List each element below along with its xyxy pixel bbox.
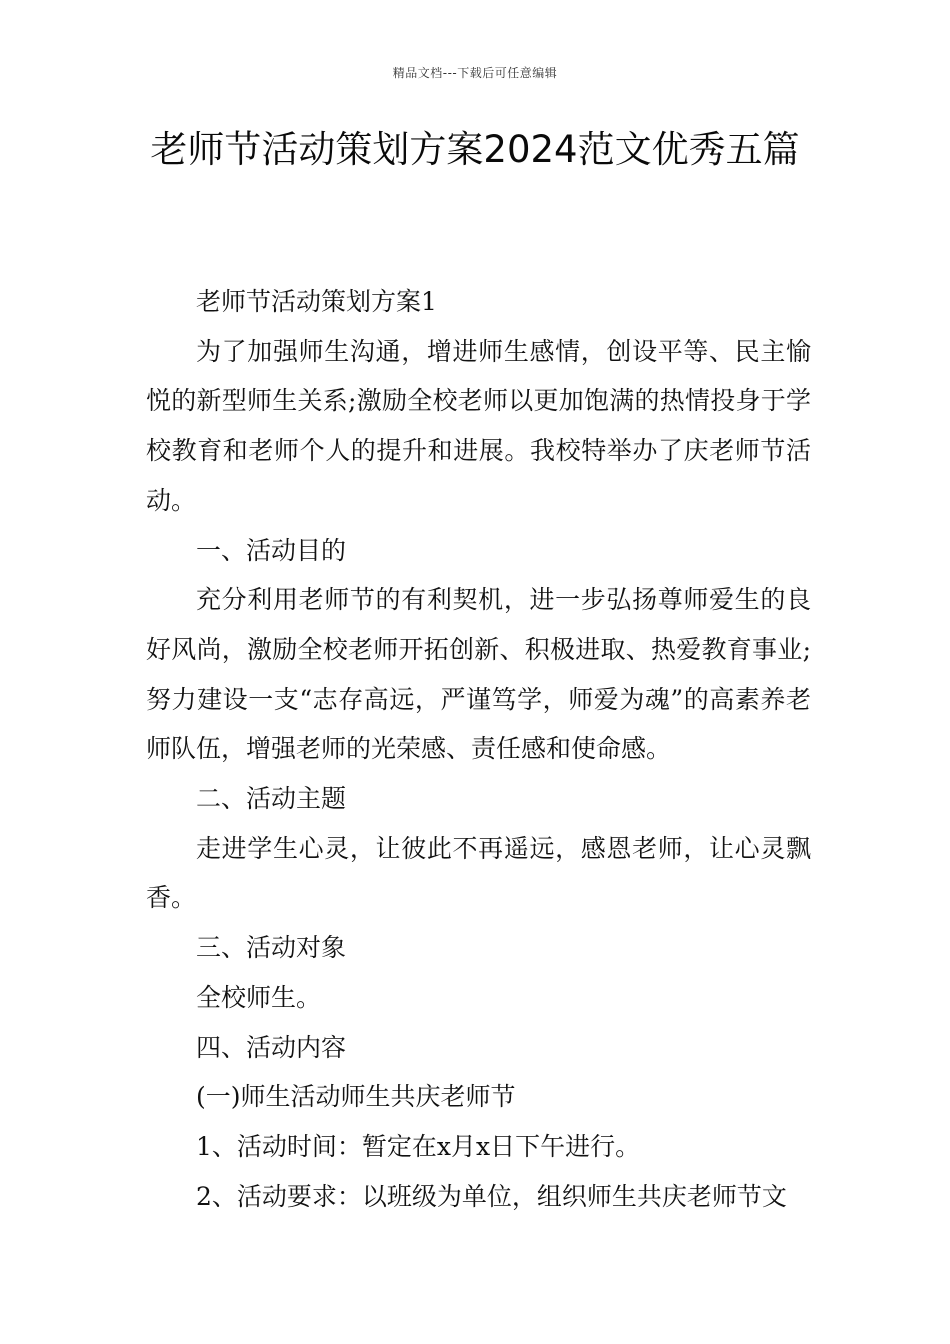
purpose-paragraph: 充分利用老师节的有利契机，进一步弘扬尊师爱生的良好风尚，激励全校老师开拓创新、积极进取、热爱教育事业;努力建设一支“志存高远，严谨笃学，师爱为魂”的高素养老师队伍，增强老师的光荣感、责任感和使命感。 xyxy=(146,585,811,764)
section-heading-purpose: 一、活动目的 xyxy=(196,535,347,565)
subsection-heading-activity-1: (一)师生活动师生共庆老师节 xyxy=(196,1082,516,1112)
intro-paragraph: 为了加强师生沟通，增进师生感情，创设平等、民主愉悦的新型师生关系;激励全校老师以更加饱满的热情投身于学校教育和老师个人的提升和进展。我校特举办了庆老师节活动。 xyxy=(146,336,811,515)
list-item-activity-time: 1、活动时间：暂定在x月x日下午进行。 xyxy=(196,1131,641,1161)
audience-paragraph: 全校师生。 xyxy=(196,982,322,1012)
document-title: 老师节活动策划方案2024范文优秀五篇 xyxy=(150,128,800,171)
theme-paragraph: 走进学生心灵，让彼此不再遥远，感恩老师，让心灵飘香。 xyxy=(146,833,811,913)
section-heading-theme: 二、活动主题 xyxy=(196,784,347,814)
section-heading-plan-1: 老师节活动策划方案1 xyxy=(196,287,437,316)
document-body xyxy=(146,277,811,1221)
page-header: 精品文档---下载后可任意编辑 xyxy=(392,66,558,80)
list-item-activity-requirement: 2、活动要求：以班级为单位，组织师生共庆老师节文 xyxy=(196,1181,787,1211)
section-heading-audience: 三、活动对象 xyxy=(196,933,347,963)
section-heading-content: 四、活动内容 xyxy=(196,1032,347,1062)
